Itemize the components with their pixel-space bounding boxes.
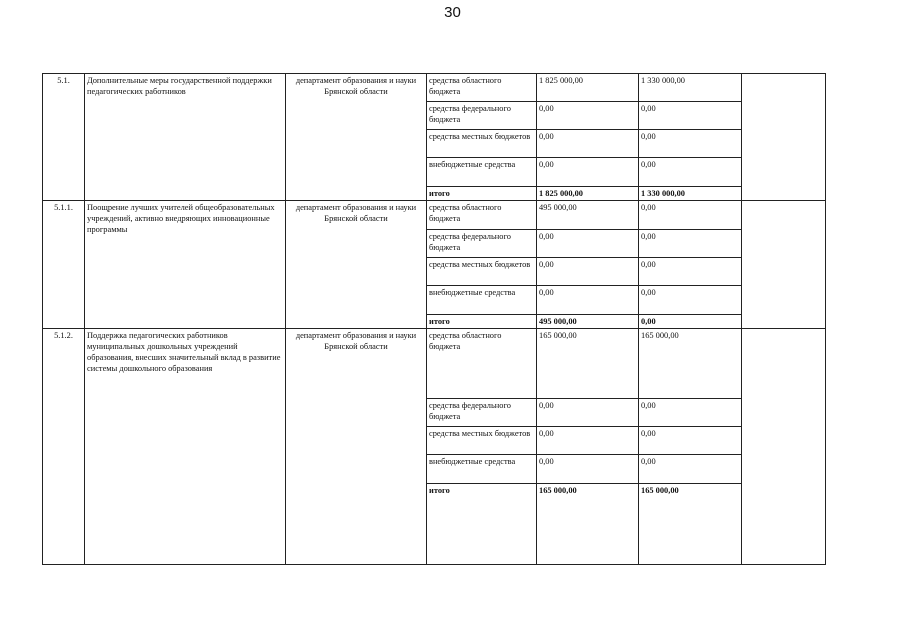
amount-2: 0,00 — [639, 130, 742, 158]
item-department: департамент образования и науки Брянской области — [286, 74, 427, 201]
amount-2: 165 000,00 — [639, 329, 742, 399]
source-label: средства федерального бюджета — [427, 230, 537, 258]
total-label: итого — [427, 187, 537, 201]
amount-1: 0,00 — [537, 427, 639, 455]
amount-1: 0,00 — [537, 230, 639, 258]
item-department: департамент образования и науки Брянской области — [286, 329, 427, 565]
total-label: итого — [427, 315, 537, 329]
amount-2: 0,00 — [639, 230, 742, 258]
amount-1: 0,00 — [537, 130, 639, 158]
notes-cell — [742, 201, 826, 329]
budget-table — [42, 73, 826, 565]
amount-2: 0,00 — [639, 427, 742, 455]
notes-cell — [742, 329, 826, 565]
table-row — [43, 74, 826, 102]
table-row — [43, 329, 826, 399]
amount-2: 0,00 — [639, 286, 742, 315]
amount-1: 165 000,00 — [537, 329, 639, 399]
amount-1: 1 825 000,00 — [537, 74, 639, 102]
source-label: внебюджетные средства — [427, 286, 537, 315]
amount-1: 0,00 — [537, 102, 639, 130]
amount-2: 0,00 — [639, 399, 742, 427]
page-number: 30 — [444, 4, 461, 21]
item-number: 5.1.1. — [43, 201, 85, 329]
source-label: внебюджетные средства — [427, 158, 537, 187]
total-amount-2: 0,00 — [639, 315, 742, 329]
source-label: средства федерального бюджета — [427, 399, 537, 427]
source-label: средства областного бюджета — [427, 74, 537, 102]
item-name: Дополнительные меры государственной поддержки педагогических работников — [85, 74, 286, 201]
source-label: средства местных бюджетов — [427, 258, 537, 286]
source-label: средства областного бюджета — [427, 329, 537, 399]
item-name: Поощрение лучших учителей общеобразовательных учреждений, активно внедряющих инновационные программы — [85, 201, 286, 329]
item-number: 5.1. — [43, 74, 85, 201]
amount-1: 0,00 — [537, 158, 639, 187]
total-amount-1: 1 825 000,00 — [537, 187, 639, 201]
item-department: департамент образования и науки Брянской области — [286, 201, 427, 329]
total-amount-1: 495 000,00 — [537, 315, 639, 329]
amount-2: 0,00 — [639, 201, 742, 230]
amount-2: 0,00 — [639, 158, 742, 187]
item-number: 5.1.2. — [43, 329, 85, 565]
amount-1: 0,00 — [537, 286, 639, 315]
total-amount-1: 165 000,00 — [537, 484, 639, 565]
source-label: средства местных бюджетов — [427, 427, 537, 455]
amount-1: 495 000,00 — [537, 201, 639, 230]
table-row — [43, 201, 826, 230]
source-label: средства местных бюджетов — [427, 130, 537, 158]
amount-1: 0,00 — [537, 258, 639, 286]
item-name: Поддержка педагогических работников муниципальных дошкольных учреждений образования, внесших значительный вклад в развитие системы дошкольного образования — [85, 329, 286, 565]
amount-2: 0,00 — [639, 258, 742, 286]
total-label: итого — [427, 484, 537, 565]
total-amount-2: 1 330 000,00 — [639, 187, 742, 201]
notes-cell — [742, 74, 826, 201]
amount-2: 0,00 — [639, 455, 742, 484]
amount-1: 0,00 — [537, 399, 639, 427]
amount-2: 1 330 000,00 — [639, 74, 742, 102]
source-label: внебюджетные средства — [427, 455, 537, 484]
source-label: средства областного бюджета — [427, 201, 537, 230]
amount-1: 0,00 — [537, 455, 639, 484]
source-label: средства федерального бюджета — [427, 102, 537, 130]
amount-2: 0,00 — [639, 102, 742, 130]
total-amount-2: 165 000,00 — [639, 484, 742, 565]
